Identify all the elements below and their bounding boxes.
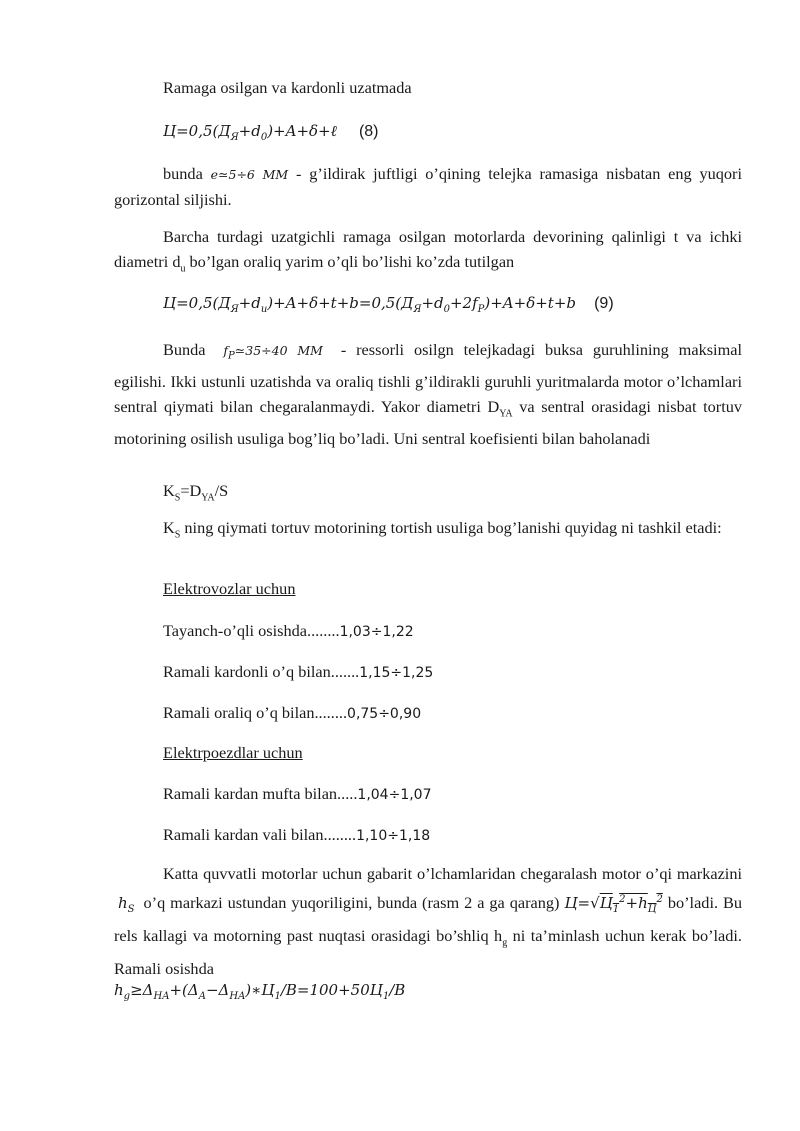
ks-sub: S [174, 529, 181, 541]
list-item-value: 1,03÷1,22 [339, 624, 414, 640]
inline-formula-fp: $f_P≃35\div 40$ MM [223, 343, 323, 362]
paragraph-text: bo’lgan oraliq yarim o’qli bo’lishi ko’zda tutilgan [185, 252, 515, 271]
list-item-label: Ramali kardonli o’q bilan....... [163, 662, 360, 681]
formula-hg [114, 977, 405, 1009]
ks-tail: /S [214, 481, 229, 500]
equation-number-9: (9) [594, 295, 614, 312]
formula-8: $Ц=0,5(Д_Я+d_0)+A+\delta+\ell$ [163, 122, 337, 143]
list-item-loco-3 [163, 700, 421, 727]
paragraph-ks [114, 515, 742, 547]
heading-electric-locomotives: Elektrovozlar uchun [163, 579, 296, 598]
paragraph-barcha [114, 224, 742, 281]
paragraph-lead: Bunda [163, 340, 206, 359]
ks-k: K [163, 481, 175, 500]
equation-9 [163, 290, 614, 322]
paragraph-text: - g’ildirak juftligi o’qining telejka ramasiga nisbatan eng yuqori gorizontal siljishi. [114, 164, 742, 209]
heading-electric-trains: Elektrpoezdlar uchun [163, 743, 303, 762]
paragraph-text: va sentral orasidagi nisbat tortuv motorining osilish usuliga bog’liq bo’ladi. Uni sentral koefisienti bilan baholanadi [114, 396, 743, 448]
ks-sub: S [174, 492, 181, 504]
list-item-value: 0,75÷0,90 [347, 706, 422, 722]
paragraph-text: Katta quvvatli motorlar uchun gabarit o’lchamlaridan chegaralash motor o’qi markazini [163, 864, 742, 883]
list-item-label: Ramali kardan mufta bilan..... [163, 784, 358, 803]
equation-8 [163, 118, 379, 150]
list-item-train-2 [163, 822, 430, 849]
paragraph-bunda-e [114, 161, 742, 212]
paragraph-text: ni ta’minlash uchun kerak bo’ladi. Ramali osishda [114, 926, 743, 979]
paragraph-text: ning qiymati tortuv motorining tortish usuliga bog’lanishi quyidag ni tashkil etadi: [180, 518, 722, 537]
list-item-loco-2 [163, 659, 433, 686]
list-item-label: Ramali kardan vali bilan........ [163, 825, 357, 844]
list-item-label: Ramali oraliq o’q bilan........ [163, 703, 348, 722]
inline-formula-c: $Ц=√Ц_1^2+h_Ц^2$ [564, 894, 663, 915]
subscript-ya: YA [499, 407, 513, 419]
list-item-train-1 [163, 781, 432, 808]
inline-formula-hs: $h_S$ [118, 894, 135, 915]
paragraph-text: o’q markazi ustundan yuqoriligini, bunda (rasm 2 a ga qarang) [138, 893, 560, 912]
paragraph-text: bo’ladi. Bu rels kallagi va motorning past nuqtasi orasidagi bo’shliq h [114, 893, 743, 945]
subscript-u: u [180, 263, 186, 275]
ks-k: K [163, 518, 175, 537]
list-item-value: 1,10÷1,18 [356, 828, 431, 844]
hg-formula: $h_g\ge\Delta_{HA}+(\Delta_A-\Delta_{HA})∗Ц_1/B=100+50Ц_1/B$ [114, 981, 406, 1002]
inline-formula-e: e≃5÷6 MM [210, 167, 289, 182]
formula-9: $Ц=0,5(Д_Я+d_u)+A+\delta+t+b=0,5(Д_Я+d_0+2f_P)+A+\delta+t+b$ [163, 294, 577, 315]
subscript-g: g [502, 937, 508, 949]
paragraph-bunda-fp [114, 337, 742, 451]
paragraph-text: - ressorli osilgn telejkadagi buksa guruhlining maksimal egilishi. Ikki ustunli uzatishda va oraliq tishli g’ildirakli guruhli yuritmalarda motor o’lchamlari sentral qiymati bilan chegaralanmaydi. Yakor diametri D [114, 340, 742, 416]
ks-formula [163, 478, 228, 510]
paragraph-lead: bunda [163, 164, 203, 183]
list-item-value: 1,04÷1,07 [357, 787, 432, 803]
paragraph-intro: Ramaga osilgan va kardonli uzatmada [163, 78, 412, 97]
list-item-value: 1,15÷1,25 [359, 665, 434, 681]
list-item-label: Tayanch-o’qli osishda........ [163, 621, 340, 640]
equation-number-8: (8) [358, 123, 379, 140]
list-item-loco-1 [163, 618, 414, 645]
paragraph-text: Barcha turdagi uzatgichli ramaga osilgan motorlarda devorining qalinligi t va ichki diametri d [114, 227, 742, 271]
ks-ya-sub: YA [201, 492, 215, 504]
ks-eq: =D [180, 481, 202, 500]
paragraph-katta [114, 861, 742, 982]
